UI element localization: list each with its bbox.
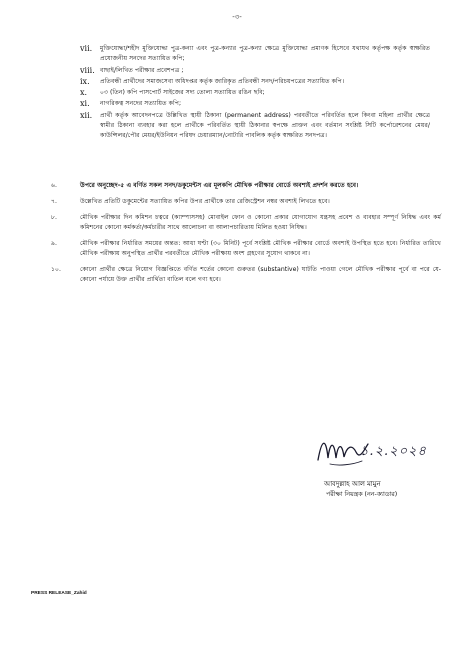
list-item-number: ৬. (51, 182, 57, 189)
document-list-roman (80, 44, 430, 143)
list-item-text: মৌখিক পরীক্ষার দিন কমিশন চত্বরে (ক্যাম্পাসসহ) মোবাইল ফোন ও কোনো প্রকার যোগাযোগ যন্ত্রসহ প্রবেশ ও ব্যবহার সম্পূর্ণ নিষিদ্ধ এবং কর্ম কমিশনের কোনো কর্মকর্তা/কর্মচারীর সাথে আলোচনা বা আলাপচারিতায় মিলিত হওয়া নিষিদ্ধ। (80, 214, 441, 231)
list-item-number: ১০. (51, 266, 62, 273)
list-item-number: xi. (80, 99, 90, 109)
footer-note: PRESS RELEASE_Zahid (31, 591, 87, 596)
list-item-text: উল্লেখিত প্রতিটি ডকুমেন্টের সত্যায়িত কপির উপর প্রার্থীকে তার রেজিস্ট্রেশন নম্বর অবশ্যই লিখতে হবে। (80, 198, 330, 205)
signature-block (312, 430, 442, 470)
list-item-text: ০৩ (তিন) কপি পাসপোর্ট সাইজের সদ্য তোলা সত্যায়িত রঙিন ছবি; (100, 89, 265, 97)
list-item-number: ৭. (51, 198, 57, 205)
list-item-text: মুক্তিযোদ্ধা/শহীদ মুক্তিযোদ্ধা পুত্র-কন্যা এবং পুত্র-কন্যার পুত্র-কন্যা ক্ষেত্রে মুক্তিযোদ্ধা প্রমাণক হিসেবে যথাযথ কর্তৃপক্ষ কর্তৃক স্বাক্ষরিত প্রযোজনীয় সনদের সত্যায়িত কপি; (100, 45, 430, 63)
list-item (80, 111, 430, 142)
list-item-text: প্রতিবন্ধী প্রার্থীদের সমাজসেবা অধিদপ্তর কর্তৃক জারিকৃত প্রতিবন্ধী সনদ/পরিচয়পত্রের সত্যায়িত কপি। (100, 77, 345, 85)
list-item-text: প্রার্থী কর্তৃক আবেদনপত্রে উল্লিখিত স্থায়ী ঠিকানা (permanent address) পরবর্তীতে পরিবর্তিত হলে কিংবা মহিলা প্রার্থীর ক্ষেত্রে স্বামীর ঠিকানা ব্যবহার করা হলে প্রার্থীকে পরিবর্তিত স্থায়ী ঠিকানার স্বপক্ষে প্রাক্তন এবং বর্তমান সংশ্লিষ্ট সিটি কর্পোরেশনের মেয়র/কাউন্সিলর/পৌর মেয়র/ইউনিয়ন পরিষদ চেয়ারম্যান/নোটারি পাবলিক কর্তৃক স্বাক্ষরিত সনদপত্র। (100, 111, 430, 140)
signature-date: ১.২.২০২৪ (360, 444, 427, 459)
document-list-numbered (51, 181, 441, 291)
list-item (51, 239, 441, 259)
list-item-text: নাগরিকত্ব সনদের সত্যায়িত কপি; (100, 100, 182, 108)
list-item (51, 213, 441, 233)
page-number: -৩- (232, 13, 242, 21)
list-item-number: ৯. (51, 240, 57, 247)
list-item (80, 99, 430, 109)
list-item-text: কোনো প্রার্থীর ক্ষেত্রে নিয়োগ বিজ্ঞপ্তিতে বর্ণিত শর্তের কোনো গুরুতর (substantive) ঘাটতি পাওয়া গেলে মৌখিক পরীক্ষার পূর্বে বা পরে যে-কোনো পর্যায়ে উক্ত প্রার্থীর প্রার্থিতা বাতিল বলে গণ্য হবে। (80, 266, 441, 283)
signer-title: পরীক্ষা নিয়ন্ত্রক (নন-ক্যাডার) (326, 491, 398, 498)
signer-name: আবদুল্লাহ আল মামুন (324, 480, 381, 488)
list-item-number: xii. (80, 110, 93, 120)
list-item-number: x. (80, 88, 88, 98)
list-item-text: উপরে অনুচ্ছেদ-৫ এ বর্ণিত সকল সনদ/ডকুমেন্টস এর মূলকপি মৌখিক পরীক্ষার বোর্ডে অবশ্যই প্রদর্শন করতে হবে। (80, 182, 359, 189)
list-item-number: viii. (80, 65, 95, 75)
list-item (80, 44, 430, 65)
list-item-number: ix. (80, 76, 90, 86)
list-item-number: ৮. (51, 214, 57, 221)
list-item (51, 197, 441, 207)
list-item (51, 181, 441, 191)
list-item (80, 66, 430, 76)
list-item (80, 77, 430, 87)
list-item-number: vii. (80, 44, 93, 53)
list-item (51, 265, 441, 285)
list-item-text: বাছাই/লিখিত পরীক্ষার প্রবেশপত্র ; (100, 66, 184, 74)
list-item (80, 88, 430, 98)
list-item-text: মৌখিক পরীক্ষার নির্ধারিত সময়ের অন্তত: আধা ঘণ্টা (৩০ মিনিট) পূর্বে সংশ্লিষ্ট মৌখিক পরীক্ষার বোর্ডে অবশ্যই উপস্থিত হতে হবে। নির্ধারিত তারিখে মৌখিক পরীক্ষায় অনুপস্থিত প্রার্থীর পরবর্তীতে মৌখিক পরীক্ষায় অংশ গ্রহণের সুযোগ থাকবে না। (80, 240, 441, 257)
